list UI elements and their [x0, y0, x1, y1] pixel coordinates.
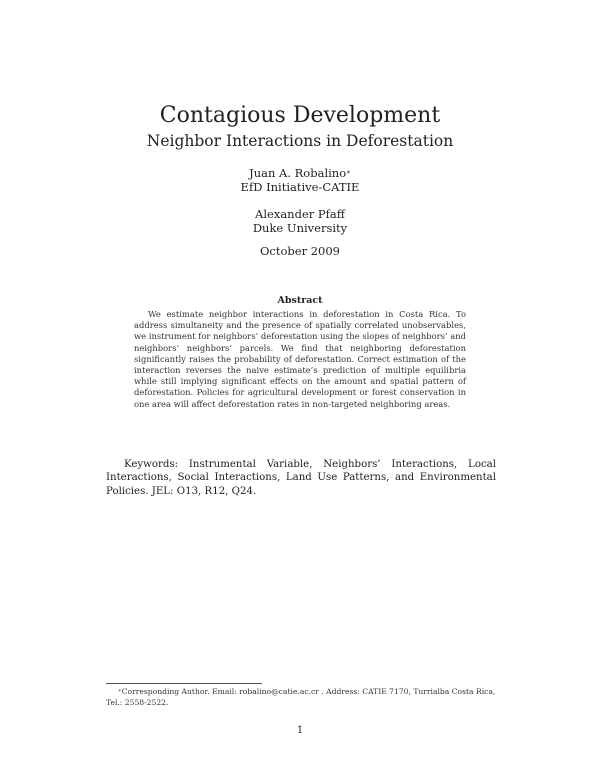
author-footnote-marker: ∗	[346, 168, 351, 176]
paper-title: Contagious Development	[159, 103, 441, 128]
footnote-marker: ∗	[118, 688, 122, 694]
author-name-1-text: Juan A. Robalino	[249, 166, 347, 180]
paper-date: October 2009	[259, 244, 340, 258]
paper-subtitle: Neighbor Interactions in Deforestation	[146, 132, 454, 150]
footnote-text: Corresponding Author. Email: robalino@catie.ac.cr . Address: CATIE 7170, Turrialba Costa Rica, Tel.: 2558-2522.	[106, 687, 496, 708]
page-number: 1	[296, 725, 304, 736]
author-affiliation-1: EfD Initiative-CATIE	[240, 180, 360, 194]
author-name-2: Alexander Pfaff	[255, 207, 345, 221]
footnote-rule	[106, 683, 262, 684]
keywords-paragraph: Keywords: Instrumental Variable, Neighbors’ Interactions, Local Interactions, Social Interactions, Land Use Patterns, and Environmental Policies. JEL: O13, R12, Q24.	[106, 459, 496, 497]
abstract-body: We estimate neighbor interactions in deforestation in Costa Rica. To address simultaneity and the presence of spatially correlated unobservables, we instrument for neighbors’ deforestation using the slopes of neighbors’ and neighbors’ neighbors’ parcels. We find that neighboring deforestation significantly raises the probability of deforestation. Correct estimation of the interaction reverses the naive estimate’s prediction of multiple equilibria while still implying significant effects on the amount and spatial pattern of deforestation. Policies for agricultural development or forest conservation in one area will affect deforestation rates in non-targeted neighboring areas.	[134, 309, 466, 409]
footnote	[106, 686, 496, 709]
author-name-1	[0, 166, 600, 181]
abstract-heading: Abstract	[277, 295, 323, 306]
author-affiliation-2: Duke University	[252, 221, 348, 235]
